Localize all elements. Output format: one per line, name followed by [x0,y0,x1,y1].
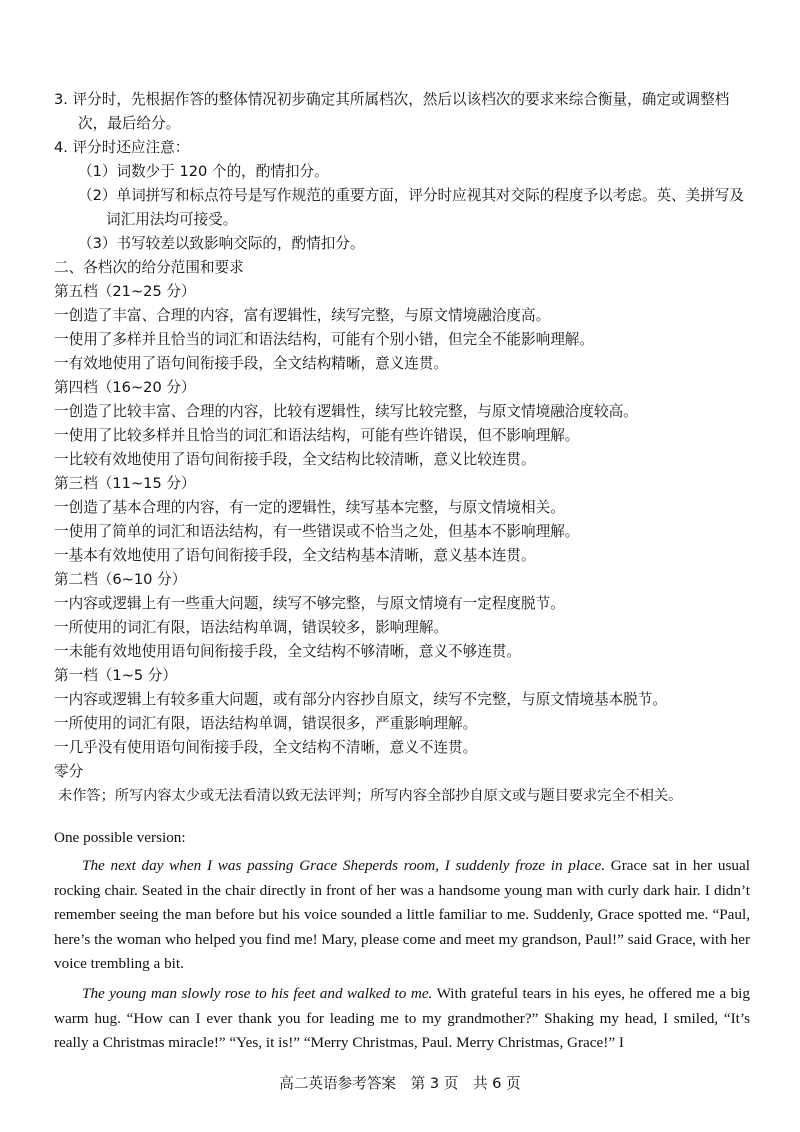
rule-4-3: （3）书写较差以致影响交际的，酌情扣分。 [78,235,365,252]
level-item: 一创造了丰富、合理的内容，富有逻辑性，续写完整，与原文情境融洽度高。 [54,307,551,324]
level-item: 一内容或逻辑上有一些重大问题，续写不够完整，与原文情境有一定程度脱节。 [54,595,565,612]
level-item: 一使用了比较多样并且恰当的词汇和语法结构，可能有些许错误，但不影响理解。 [54,427,580,444]
level-1 [54,664,754,760]
rule-4: 4. 评分时还应注意： [54,139,190,156]
level-item: 一基本有效地使用了语句间衔接手段，全文结构基本清晰，意义基本连贯。 [54,547,536,564]
level-2 [54,568,754,664]
level-item: 一使用了多样并且恰当的词汇和语法结构，可能有个别小错，但完全不能影响理解。 [54,331,594,348]
paragraph-2-body: With grateful tears in his eyes, he offered me a big warm hug. “How can I ever thank you for leading me to my grandmother?” Shaking my head, I smiled, “It’s really a Christmas miracle!” “Yes, it is!” “Merry Christmas, Paul. Merry Christmas, Grace!” I [54,985,750,1052]
level-item: 一未能有效地使用语句间衔接手段，全文结构不够清晰，意义不够连贯。 [54,643,522,660]
level-title: 第二档（6~10 分） [54,571,187,588]
section-title: 二、各档次的给分范围和要求 [54,259,244,276]
sample-lead: One possible version: [54,829,186,846]
level-5 [54,280,754,376]
level-item: 未作答；所写内容太少或无法看清以致无法评判；所写内容全部抄自原文或与题目要求完全不相关。 [58,788,683,804]
paragraph-1-body: Grace sat in her usual rocking chair. Seated in the chair directly in front of her was a handsome young man with curly dark hair. I didn’t remember seeing the man before but his voice sounded a little familiar to me. Suddenly, Grace spotted me. “Paul, here’s the woman who helped you find me! Mary, please come and meet my grandson, Paul!” said Grace, with her voice trembling a bit. [54,857,750,973]
level-title: 第三档（11~15 分） [54,475,196,492]
scoring-rules [54,88,754,808]
sample-paragraph-1 [54,854,750,976]
level-item: 一内容或逻辑上有较多重大问题，或有部分内容抄自原文，续写不完整，与原文情境基本脱节。 [54,691,667,708]
level-item: 一创造了比较丰富、合理的内容，比较有逻辑性，续写比较完整，与原文情境融洽度较高。 [54,403,638,420]
level-item: 一所使用的词汇有限，语法结构单调，错误很多，严重影响理解。 [54,715,478,732]
level-title: 第一档（1~5 分） [54,667,177,684]
paragraph-2-opening: The young man slowly rose to his feet and walked to me. [82,985,433,1003]
level-4 [54,376,754,472]
page-footer: 高二英语参考答案 第 3 页 共 6 页 [279,1075,521,1092]
level-0 [54,760,754,808]
level-3 [54,472,754,568]
level-title: 第五档（21~25 分） [54,283,196,300]
level-item: 一所使用的词汇有限，语法结构单调，错误较多，影响理解。 [54,619,449,636]
level-title: 零分 [54,763,84,780]
sample-essay [54,826,750,1056]
level-title: 第四档（16~20 分） [54,379,196,396]
level-item: 一有效地使用了语句间衔接手段，全文结构精晰，意义连贯。 [54,355,449,372]
rule-3: 3. 评分时，先根据作答的整体情况初步确定其所属档次，然后以该档次的要求来综合衡量，确定或调整档次，最后给分。 [54,91,730,132]
level-item: 一几乎没有使用语句间衔接手段，全文结构不清晰，意义不连贯。 [54,739,478,756]
rule-4-2: （2）单词拼写和标点符号是写作规范的重要方面，评分时应视其对交际的程度予以考虑。英、美拼写及词汇用法均可接受。 [78,187,745,228]
level-item: 一比较有效地使用了语句间衔接手段，全文结构比较清晰，意义比较连贯。 [54,451,536,468]
paragraph-1-opening: The next day when I was passing Grace Sheperds room, I suddenly froze in place. [82,857,605,875]
level-item: 一使用了简单的词汇和语法结构，有一些错误或不恰当之处，但基本不影响理解。 [54,523,580,540]
sample-paragraph-2 [54,982,750,1055]
rule-4-1: （1）词数少于 120 个的，酌情扣分。 [78,163,329,180]
level-item: 一创造了基本合理的内容，有一定的逻辑性，续写基本完整，与原文情境相关。 [54,499,565,516]
